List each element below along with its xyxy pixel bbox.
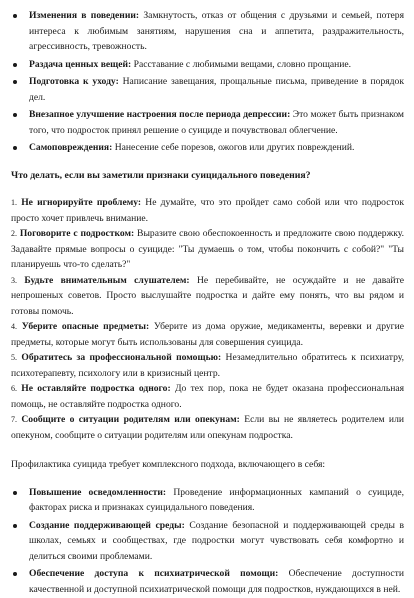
item-title: Не оставляйте подростка одного: (21, 383, 171, 394)
item-text: Незамедлительно обратитесь к психиатру, психотерапевту, психологу или в кризисный центр. (11, 352, 404, 379)
list-item (11, 57, 404, 73)
step-number: 6. (11, 384, 17, 393)
item-title: Не игнорируйте проблему: (21, 197, 142, 208)
item-title: Уберите опасные предметы: (21, 321, 150, 332)
step-number: 7. (11, 415, 17, 424)
list-item (11, 74, 404, 105)
item-text: Уберите из дома оружие, медикаменты, веревки и другие предметы, которые могут быть использованы для совершения суицида. (11, 321, 404, 348)
item-text: До тех пор, пока не будет оказана профессиональная помощь, не оставляйте подростка одного. (11, 383, 405, 410)
item-text: Создание безопасной и поддерживающей среды в школах, семьях и сообществах, где подростки могут чувствовать себя комфортно и делиться своими проблемами. (29, 519, 404, 562)
item-title: Обратитесь за профессиональной помощью: (21, 352, 222, 363)
item-title: Раздача ценных вещей: (29, 58, 132, 70)
section-heading: Что делать, если вы заметили признаки суицидального поведения? (11, 169, 311, 181)
item-title: Внезапное улучшение настроения после периода депрессии: (29, 109, 291, 120)
item-text: Замкнутость, отказ от общения с друзьями и семьей, потеря интереса к любимым занятиям, нарушения сна и аппетита, раздражительность, агрессивность, тревожность. (29, 10, 404, 52)
step-number: 1. (11, 198, 17, 207)
list-item (11, 350, 404, 381)
list-item (11, 195, 404, 226)
prevention-list (11, 485, 404, 598)
item-title: Будьте внимательным слушателем: (24, 274, 190, 286)
list-item (11, 273, 404, 320)
item-text: Не думайте, что это пройдет само собой или что подросток просто хочет привлечь внимание. (11, 197, 404, 224)
step-number: 5. (11, 353, 17, 362)
list-item (11, 381, 404, 412)
item-title: Сообщите о ситуации родителям или опекунам: (21, 414, 240, 425)
warning-signs-list (11, 8, 404, 156)
step-number: 4. (11, 322, 17, 331)
item-text: Написание завещания, прощальные письма, приведение в порядок дел. (29, 76, 404, 103)
list-item (11, 107, 404, 138)
step-number: 3. (11, 275, 17, 285)
action-steps-list (11, 195, 404, 443)
list-item (11, 485, 404, 516)
list-item (11, 226, 404, 273)
item-text: Обеспечение доступности качественной и доступной психиатрической помощи для подростков, нуждающихся в ней. (29, 568, 404, 595)
item-title: Изменения в поведении: (29, 10, 140, 21)
step-number: 2. (11, 229, 17, 238)
item-title: Подготовка к уходу: (29, 76, 119, 87)
item-text: Если вы не являетесь родителем или опекуном, сообщите о ситуации родителям или опекунам подростка. (11, 414, 404, 441)
item-text: Это может быть признаком того, что подросток принял решение о суициде и почувствовал облегчение. (29, 109, 405, 136)
item-text: Нанесение себе порезов, ожогов или других повреждений. (112, 142, 355, 153)
prevention-intro: Профилактика суицида требует комплексного подхода, включающего в себя: (11, 459, 326, 470)
item-text: Выразите свою обеспокоенность и предложите свою поддержку. Задавайте прямые вопросы о суициде: "Ты думаешь о том, чтобы покончить с собой?" "Ты планируешь что-то сделать?" (11, 228, 404, 270)
list-item (11, 412, 404, 443)
list-item (11, 518, 404, 565)
item-text: Проведение информационных кампаний о суициде, факторах риска и признаках суицидального поведения. (29, 486, 404, 513)
item-title: Поговорите с подростком: (19, 228, 135, 239)
list-item (11, 319, 404, 350)
item-title: Создание поддерживающей среды: (29, 519, 185, 531)
item-title: Самоповреждения: (29, 142, 113, 153)
item-title: Обеспечение доступа к психиатрической помощи: (29, 568, 279, 579)
list-item (11, 566, 404, 597)
item-text: Не перебивайте, не осуждайте и не давайте непрошеных советов. Просто выслушайте подростка и дайте ему понять, что вы рядом и готовы помочь. (11, 274, 404, 317)
item-title: Повышение осведомленности: (29, 486, 167, 498)
list-item (11, 8, 404, 55)
item-text: Расставание с любимыми вещами, словно прощание. (131, 58, 352, 70)
list-item (11, 140, 404, 156)
